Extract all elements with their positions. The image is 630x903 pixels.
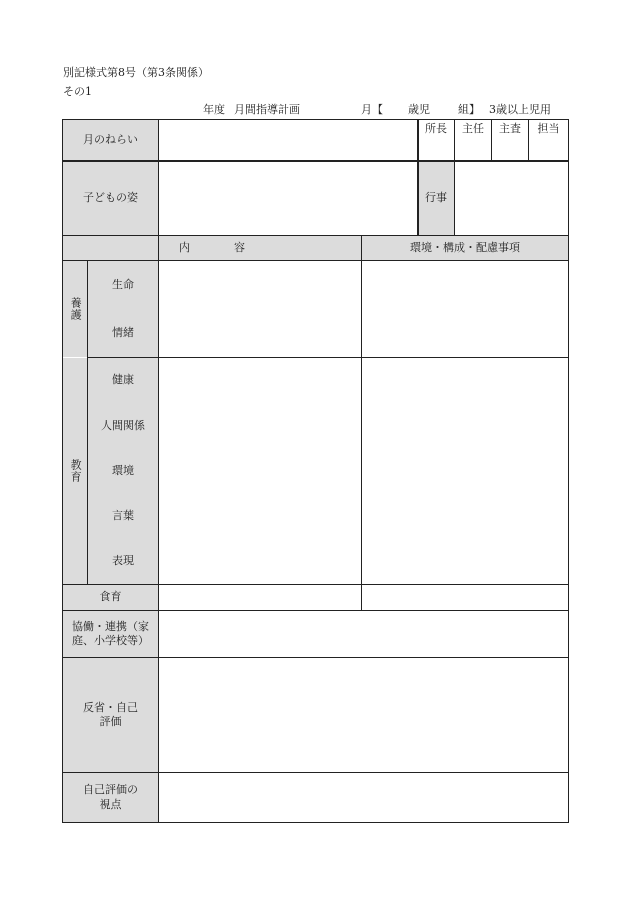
collaboration-field[interactable] (159, 611, 568, 657)
approval-chief: 主任 (462, 121, 484, 135)
label-seimei: 生命 (112, 277, 134, 291)
month-label: 月【 (361, 103, 383, 116)
label-yogo: 養護 (63, 261, 87, 357)
group-label: 組】 (458, 103, 480, 116)
label-kyoiku: 教育 (63, 358, 87, 584)
plan-title: 月間指導計画 (234, 103, 300, 116)
kyoiku-subitems (88, 358, 158, 584)
evaluation-viewpoint-field[interactable] (159, 773, 568, 822)
fiscal-year-label: 年度 (203, 103, 225, 116)
yogo-subitems (88, 261, 158, 357)
label-kenko: 健康 (112, 373, 134, 387)
yogo-content-field[interactable] (159, 261, 361, 357)
label-kotoba: 言葉 (112, 509, 134, 522)
scope-label: 3歳以上児用 (489, 103, 551, 116)
form-number: 別記様式第8号（第3条関係） (63, 66, 209, 79)
kyoiku-environment-field[interactable] (362, 358, 568, 584)
label-evaluation-viewpoint: 自己評価の視点 (63, 773, 158, 822)
kyoiku-content-field[interactable] (159, 358, 361, 584)
header-environment: 環境・構成・配慮事項 (362, 236, 568, 260)
monthly-aims-field[interactable] (159, 120, 417, 160)
yogo-environment-field[interactable] (362, 261, 568, 357)
label-monthly-aims: 月のねらい (63, 120, 158, 160)
monthly-plan-table (62, 119, 569, 823)
label-jocho: 情緒 (112, 325, 134, 339)
label-ningen-kankei: 人間関係 (101, 418, 145, 432)
shokuiku-environment-field[interactable] (362, 585, 568, 610)
approval-director: 所長 (425, 121, 447, 135)
children-state-field[interactable] (159, 162, 417, 235)
approval-staff: 担当 (537, 121, 560, 135)
events-field[interactable] (455, 162, 568, 235)
age-label: 歳児 (408, 103, 430, 116)
label-reflection: 反省・自己評価 (63, 658, 158, 772)
label-events: 行事 (418, 162, 454, 235)
label-kankyo: 環境 (112, 463, 134, 477)
header-content: 内 容 (63, 236, 361, 260)
label-shokuiku: 食育 (63, 585, 158, 610)
reflection-field[interactable] (159, 658, 568, 772)
shokuiku-content-field[interactable] (159, 585, 361, 610)
approval-supervisor: 主査 (499, 121, 521, 135)
label-collaboration: 協働・連携（家庭、小学校等） (63, 611, 158, 657)
form-sub-number: その1 (63, 85, 92, 98)
label-children-state: 子どもの姿 (63, 162, 158, 235)
label-hyogen: 表現 (112, 554, 134, 568)
